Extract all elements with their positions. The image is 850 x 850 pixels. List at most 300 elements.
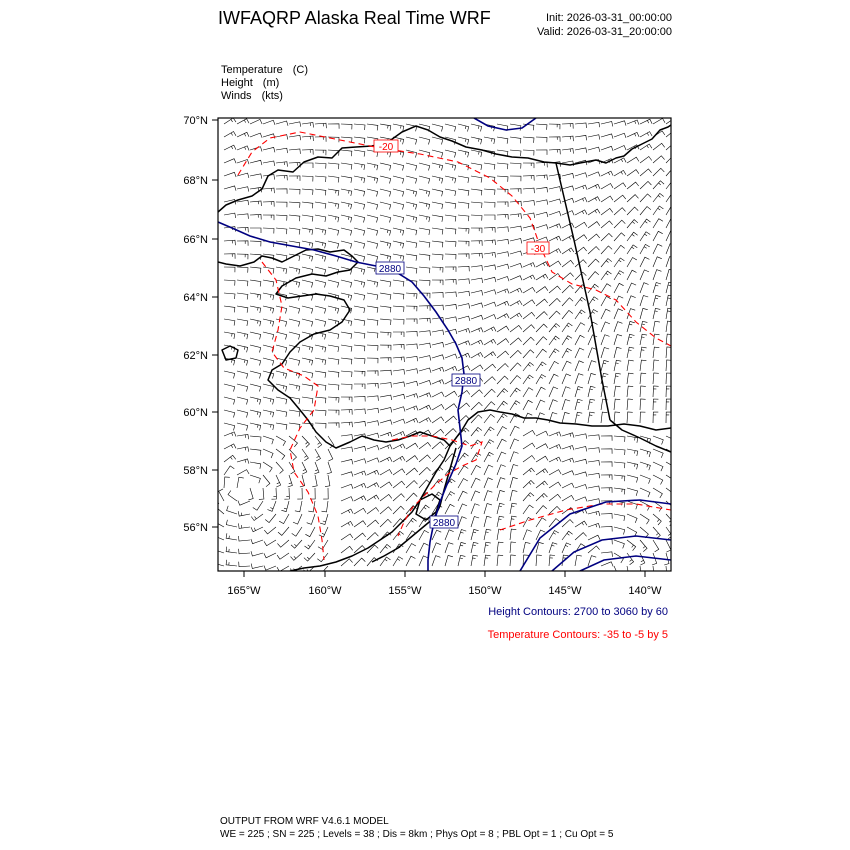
wind-barb [406,319,417,324]
wind-barb [406,306,417,311]
wind-barb [445,329,457,334]
wind-barb [649,566,654,577]
lat-label-66: 66°N [183,234,208,246]
wind-barb [601,284,611,293]
wind-barb [432,215,443,222]
wind-barb [393,456,405,462]
wind-barb [471,491,480,501]
wind-barb [471,440,482,449]
wind-barb [317,553,328,562]
wind-barb [536,456,548,462]
wind-barb [653,295,661,306]
lat-label-58: 58°N [183,465,208,477]
wind-barb [367,202,378,210]
wind-barb [315,423,326,428]
wind-barb [341,435,353,440]
wind-barb [328,228,339,235]
wind-barb [562,298,573,306]
wind-barb [484,427,494,436]
wind-barb [276,148,288,153]
wind-barb [588,147,600,152]
wind-barb [328,124,339,129]
wind-barb [291,540,302,548]
wind-barb [432,241,443,247]
wind-barb [627,399,633,410]
wind-barb [575,210,587,215]
wind-barb [341,163,352,170]
wind-barb [653,206,663,215]
wind-barb [419,331,431,336]
wind-barb [354,345,365,351]
wind-barb [640,373,646,384]
wind-barb [380,544,391,553]
wind-barb [406,356,418,361]
wind-barb [653,462,663,471]
wind-barb [662,566,667,577]
wind-barb [276,162,288,167]
wind-barb [666,514,673,526]
wind-barb [614,386,621,397]
wind-barb [458,341,470,346]
wind-barb [653,257,662,267]
wind-barb [627,412,633,423]
wind-barb [484,452,494,462]
wind-barb [458,266,469,271]
wind-barb [432,392,444,397]
wind-barb [588,222,600,228]
wind-barb [226,547,237,553]
wind-barb [315,215,326,222]
wind-barb [393,124,404,131]
height-label-1: 2880 [378,264,402,275]
wind-barb [614,449,625,455]
field-height-name: Height [221,77,253,89]
wind-barb [380,494,392,501]
wind-barb [276,202,287,207]
wind-barb [536,506,547,514]
wind-barb [432,367,444,372]
wind-barb [341,189,352,196]
wind-barb [588,184,600,189]
wind-barb [484,339,496,345]
wind-barb [289,436,298,447]
wind-barb [497,214,508,219]
wind-barb [406,544,416,554]
wind-barb [562,412,570,423]
wind-barb [393,345,404,350]
wind-barb [367,533,378,541]
wind-barb [445,241,456,247]
wind-barb [289,228,300,235]
wind-barb [276,228,287,234]
wind-barb [315,397,326,403]
wind-barb [549,494,561,501]
wind-barb [445,124,456,132]
wind-barb [497,516,504,527]
wind-barb [289,332,300,340]
wind-barb [276,121,288,126]
wind-barb [295,501,302,512]
wind-barb [523,325,535,332]
wind-barb [393,202,404,210]
wind-barb [471,390,483,397]
wind-barb [341,422,352,427]
wind-barb [640,540,647,552]
wind-barb [497,401,508,410]
wind-barb [523,400,533,410]
wind-barb [497,202,508,207]
wind-barb [315,371,326,378]
wind-barb [627,207,638,215]
wind-barb [588,361,596,371]
wind-barb [432,228,443,235]
wind-barb [601,412,607,423]
wind-barb [536,387,546,397]
wind-barb [248,488,253,500]
wind-barb [250,228,261,233]
wind-barb [367,520,379,527]
wind-barb [497,503,505,514]
wind-barb [666,501,674,512]
wind-barb [419,318,430,323]
wind-barb [523,150,534,156]
wind-barb [562,149,574,154]
wind-barb [536,375,546,385]
wind-barb [588,412,595,423]
wind-barb [575,533,587,540]
wind-barb [497,376,508,384]
wind-barb [497,414,507,423]
wind-barb [406,189,417,197]
wind-barb [523,137,534,143]
wind-barb [562,136,573,141]
wind-barb [575,497,587,502]
wind-barb [237,358,248,366]
wind-barb [549,432,561,437]
wind-barb [354,202,365,209]
wind-barb [601,259,612,268]
wind-barb [250,423,261,430]
wind-barb [263,228,274,234]
wind-barb [224,332,235,339]
wind-barb [276,436,286,446]
wind-barb [302,254,313,261]
wind-barb [239,562,250,567]
wind-barb [315,410,326,416]
wind-barb [458,391,470,398]
wind-barb [666,155,677,163]
wind-barb [276,345,287,353]
wind-barb [354,176,365,183]
wind-barb [497,163,508,169]
wind-barb [315,254,326,262]
wind-barb [549,124,560,129]
wind-barb [497,439,507,449]
field-winds-unit: (kts) [261,90,283,102]
wind-barb [536,200,548,205]
wind-barb [302,436,310,447]
wind-barb [419,267,430,273]
wind-barb [315,358,326,365]
wind-barb [497,529,504,540]
wind-barb [653,219,663,228]
wind-barb [445,317,457,322]
wind-barb [484,302,496,307]
temperature-label-2: -30 [530,244,546,255]
wind-barb [614,347,622,358]
wind-barb [445,292,456,297]
wind-barb [575,185,587,190]
wind-barb [367,545,378,553]
wind-barb [549,187,561,192]
wind-barb [445,176,456,183]
wind-barb [302,462,307,474]
wind-barb [251,539,263,544]
wind-barb [614,566,619,578]
wind-barb [263,358,274,366]
wind-barb [458,517,467,527]
wind-barb [510,163,521,169]
wind-barb [315,345,326,352]
wind-barb [484,189,495,195]
wind-barb [536,187,548,192]
wind-barb [380,482,392,488]
wind-barb [614,399,620,410]
wind-barb [445,555,453,566]
wind-barb [640,207,651,216]
wind-barb [588,499,600,504]
wind-barb [497,465,506,475]
wind-barb [510,426,519,436]
wind-barb [497,289,509,294]
wind-barb [289,267,300,274]
wind-barb [562,323,572,332]
wind-barb [380,319,391,325]
wind-barb [393,481,405,488]
wind-barb [640,308,648,319]
wind-barb [536,481,548,488]
wind-barb [666,244,675,254]
wind-barb [601,221,613,228]
wind-barb [510,137,521,143]
wind-barb [393,357,404,362]
field-height-unit: (m) [262,77,280,89]
wind-barb [575,123,587,128]
wind-barb [523,350,534,358]
model-info-line-1: OUTPUT FROM WRF V4.6.1 MODEL [220,816,389,827]
wind-barb [289,306,300,314]
wind-barb [341,546,353,553]
wind-barb [226,520,237,527]
wind-barb [432,293,443,298]
wind-barb [562,446,574,451]
wind-barb [406,369,418,374]
wind-barb [484,163,495,170]
wind-barb [250,384,261,392]
wind-barb [393,557,403,566]
wind-barb [264,540,276,546]
wind-barb [237,397,248,405]
wind-barb [510,189,521,194]
wind-barb [289,410,300,417]
wind-barb [497,427,507,437]
wind-barb [393,189,404,197]
wind-barb [224,432,236,437]
wind-barb [510,325,522,332]
wind-barb [627,347,634,358]
wind-barb [264,566,276,571]
wind-barb [523,337,534,345]
wind-barb [471,176,482,183]
wind-barb [484,253,496,258]
wind-barb [380,280,391,287]
wind-barb [484,542,491,553]
wind-barb [341,202,352,209]
wind-barb [237,447,249,452]
wind-barb [406,406,418,411]
wind-barb [250,358,261,366]
wind-barb [588,546,600,553]
wind-barb [484,277,496,282]
wind-barb [276,371,287,379]
wind-barb [341,280,352,288]
wind-barb [562,223,574,228]
wind-barb [497,176,508,182]
lon-label-150: 150°W [468,585,502,597]
wind-barb [549,387,558,397]
height-contour-north [474,118,536,130]
wind-barb [601,449,612,454]
wind-barb [523,312,535,319]
wind-barb [627,475,638,483]
wind-barb [458,279,470,284]
wind-barb [263,410,274,417]
wind-barb [250,174,262,179]
wind-barb [237,119,249,124]
lon-label-165: 165°W [227,585,261,597]
wind-barb [458,466,468,475]
wind-barb [614,540,624,548]
wind-barb [627,553,634,565]
wind-barb [314,462,319,474]
wind-barb [263,436,273,444]
wind-barb [380,228,391,236]
wind-barb [497,264,509,269]
longitude-labels [227,585,662,597]
wind-barb [406,556,415,566]
wind-barb [640,244,650,254]
wind-barb [614,220,625,228]
wind-barb [328,202,339,209]
wind-barb [250,410,261,417]
wind-barb [380,124,391,131]
wind-barb [224,186,236,191]
wind-barb [640,194,651,202]
wind-barb [536,137,547,142]
wind-barb [510,251,522,256]
wind-barb [640,169,652,176]
wind-barb [523,124,534,130]
wind-barb [536,274,548,280]
wind-barb [224,267,235,272]
wind-barb [445,267,456,272]
wind-barb [497,490,505,501]
wind-barb [289,462,295,474]
wind-barb [562,173,574,178]
wind-barb [328,410,339,415]
wind-barb [406,493,417,501]
wind-barb [614,335,622,346]
wind-barb [367,421,379,426]
wind-barb [224,397,235,405]
wind-barb [601,309,610,319]
wind-barb [380,176,391,184]
wind-barb [419,343,431,348]
wind-barb [237,371,248,379]
wind-barb [393,444,405,449]
wind-barb [523,542,530,553]
wind-barb [367,508,379,515]
wind-barb [250,462,261,469]
wind-barb [614,283,624,293]
wind-barb [302,176,313,182]
wind-barb [575,399,583,410]
wind-barb [458,241,469,246]
wind-barb [458,491,467,501]
wind-barb [484,228,495,233]
wind-barb [432,530,441,540]
wind-barb [575,235,587,241]
wind-barb [250,345,261,353]
wind-barb [653,321,660,332]
wind-barb [575,374,583,384]
wind-barb [523,176,534,181]
wind-barb [614,133,626,138]
wind-barb [458,504,467,514]
wind-barb [640,157,652,164]
wind-barb [328,176,339,183]
wind-barb [354,371,365,376]
wind-barb [562,471,574,476]
wind-barb [445,228,456,234]
wind-barb [588,122,600,127]
wind-barb [562,310,573,319]
wind-barb [354,228,365,236]
wind-barb [406,344,417,349]
wind-barb [367,280,378,287]
wind-barb [536,349,547,358]
wind-barb [354,306,365,313]
wind-barb [510,338,522,345]
wind-barb [302,358,313,365]
wind-barb [458,124,469,132]
wind-barb [614,436,625,442]
wind-barb [250,215,261,220]
wind-barb [614,373,621,384]
wind-barb [627,462,638,469]
wind-barb [250,254,261,260]
wind-barb [406,215,417,222]
wind-barb [297,488,302,499]
wind-barb [458,254,469,259]
wind-barb [536,555,542,566]
wind-barb [250,280,261,287]
wind-barb [497,542,503,553]
wind-barb [380,202,391,210]
wind-barb [523,505,534,514]
wind-barb [224,159,236,164]
wind-barb [627,501,637,509]
